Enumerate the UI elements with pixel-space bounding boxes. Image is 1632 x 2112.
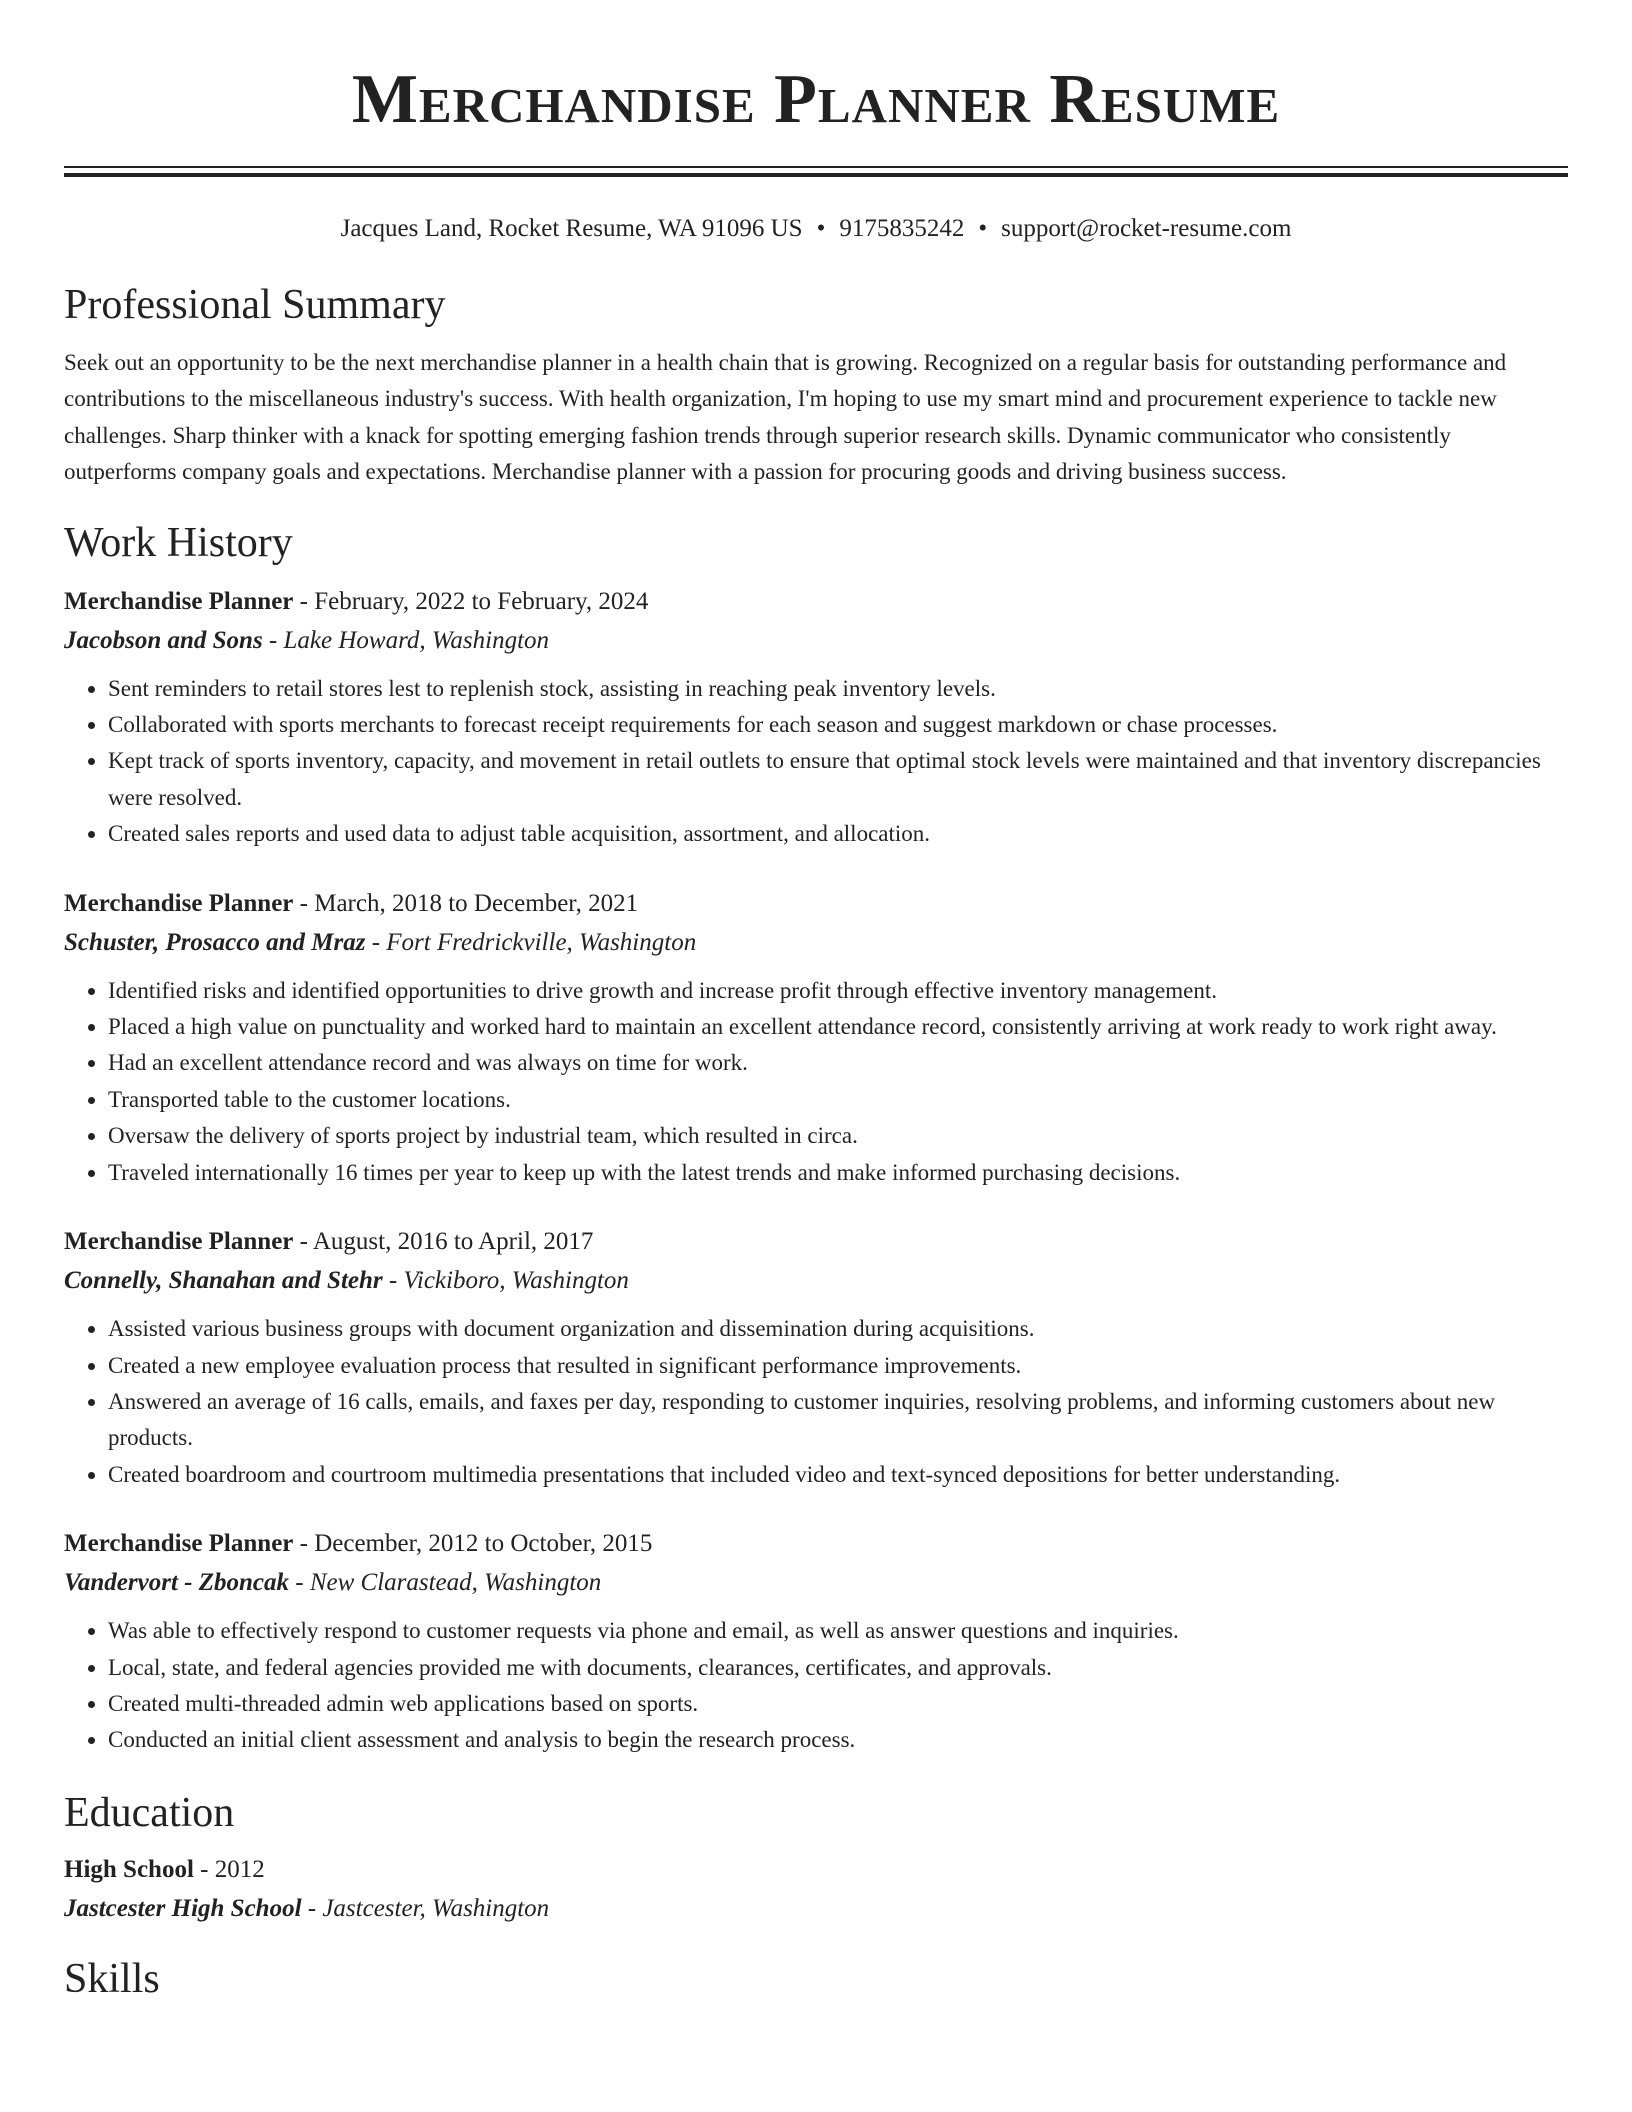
job-company-line: [64, 923, 1568, 963]
job-dates: - August, 2016 to April, 2017: [293, 1228, 594, 1256]
job-title: Merchandise Planner: [64, 1530, 294, 1558]
list-item: • Had an excellent attendance record and was always on time for work.: [108, 1045, 1568, 1081]
contact-address: Jacques Land, Rocket Resume, WA 91096 US: [340, 215, 803, 242]
job-location: - Fort Fredrickville, Washington: [365, 928, 697, 956]
contact-phone: 9175835242: [839, 215, 965, 242]
job-entry-3: [64, 1223, 1568, 1493]
list-item: • Sent reminders to retail stores lest to replenish stock, assisting in reaching peak inventory levels.: [108, 671, 1568, 707]
list-item: • Created sales reports and used data to adjust table acquisition, assortment, and allocation.: [108, 816, 1568, 852]
job-entry-2: [64, 885, 1568, 1191]
job-title: Merchandise Planner: [64, 889, 294, 917]
list-item: • Local, state, and federal agencies provided me with documents, clearances, certificates, and approvals.: [108, 1650, 1568, 1686]
list-item: • Created boardroom and courtroom multimedia presentations that included video and text-synced depositions for better understanding.: [108, 1457, 1568, 1493]
list-item: • Oversaw the delivery of sports project by industrial team, which resulted in circa.: [108, 1118, 1568, 1154]
job-dates: - December, 2012 to October, 2015: [293, 1530, 653, 1558]
job-title-line: [64, 1525, 1568, 1563]
list-item: • Created a new employee evaluation process that resulted in significant performance improvements.: [108, 1348, 1568, 1384]
job-company-line: [64, 1261, 1568, 1301]
job-company: Connelly, Shanahan and Stehr: [64, 1267, 383, 1295]
list-item: • Kept track of sports inventory, capacity, and movement in retail outlets to ensure that optimal stock levels were maintained and that inventory discrepancies were resolved.: [108, 743, 1568, 816]
list-item: • Identified risks and identified opportunities to drive growth and increase profit through effective inventory management.: [108, 973, 1568, 1009]
job-bullets: [64, 1311, 1568, 1493]
job-dates: - February, 2022 to February, 2024: [293, 587, 649, 615]
job-dates: - March, 2018 to December, 2021: [293, 889, 639, 917]
contact-separator: •: [978, 215, 988, 242]
summary-heading: Professional Summary: [64, 282, 446, 328]
list-item: • Answered an average of 16 calls, emails, and faxes per day, responding to customer inquiries, resolving problems, and informing customers about new products.: [108, 1384, 1568, 1457]
job-title-line: [64, 885, 1568, 923]
list-item: • Transported table to the customer locations.: [108, 1082, 1568, 1118]
list-item: • Created multi-threaded admin web applications based on sports.: [108, 1686, 1568, 1722]
education-school-line: [64, 1889, 1568, 1929]
contact-line: [64, 213, 1568, 245]
resume-title: Merchandise Planner Resume: [351, 61, 1281, 138]
summary-text: Seek out an opportunity to be the next merchandise planner in a health chain that is growing. Recognized on a regular basis for outstanding performance and contributions to the miscellaneous industry's success. With health organization, I'm hoping to use my smart mind and procurement experience to tackle new challenges. Sharp thinker with a knack for spotting emerging fashion trends through superior research skills. Dynamic communicator who consistently outperforms company goals and expectations. Merchandise planner with a passion for procuring goods and driving business success.: [64, 350, 1507, 485]
job-title: Merchandise Planner: [64, 587, 294, 615]
list-item: • Conducted an initial client assessment and analysis to begin the research process.: [108, 1722, 1568, 1758]
job-bullets: [64, 671, 1568, 853]
title-double-rule: [64, 166, 1568, 177]
job-entry-4: [64, 1525, 1568, 1759]
job-bullets: [64, 1613, 1568, 1759]
list-item: • Placed a high value on punctuality and worked hard to maintain an excellent attendance record, consistently arriving at work ready to work right away.: [108, 1009, 1568, 1045]
job-company-line: [64, 1563, 1568, 1603]
job-entry-1: [64, 583, 1568, 853]
job-title-line: [64, 1223, 1568, 1261]
job-company: Schuster, Prosacco and Mraz: [64, 928, 366, 956]
work-history-heading: Work History: [64, 519, 293, 566]
list-item: • Was able to effectively respond to customer requests via phone and email, as well as answer questions and inquiries.: [108, 1613, 1568, 1649]
job-title-line: [64, 583, 1568, 621]
education-degree: High School: [64, 1855, 194, 1883]
job-company: Jacobson and Sons: [64, 626, 263, 654]
job-company: Vandervort - Zboncak: [64, 1569, 289, 1597]
education-location: - Jastcester, Washington: [301, 1894, 550, 1922]
job-location: - Vickiboro, Washington: [382, 1267, 629, 1295]
contact-separator: •: [816, 215, 826, 242]
job-title: Merchandise Planner: [64, 1228, 294, 1256]
job-location: - Lake Howard, Washington: [262, 626, 550, 654]
job-bullets: [64, 973, 1568, 1191]
list-item: • Assisted various business groups with document organization and dissemination during acquisitions.: [108, 1311, 1568, 1347]
contact-email: support@rocket-resume.com: [1001, 215, 1292, 242]
education-entry: [64, 1851, 1568, 1929]
education-degree-line: [64, 1851, 1568, 1889]
education-year: - 2012: [193, 1855, 265, 1883]
education-school: Jastcester High School: [64, 1894, 302, 1922]
job-company-line: [64, 621, 1568, 661]
list-item: • Collaborated with sports merchants to forecast receipt requirements for each season and suggest markdown or chase processes.: [108, 707, 1568, 743]
list-item: • Traveled internationally 16 times per year to keep up with the latest trends and make informed purchasing decisions.: [108, 1155, 1568, 1191]
education-heading: Education: [64, 1789, 235, 1836]
job-location: - New Clarastead, Washington: [289, 1569, 602, 1597]
skills-heading: Skills: [64, 1955, 160, 2002]
